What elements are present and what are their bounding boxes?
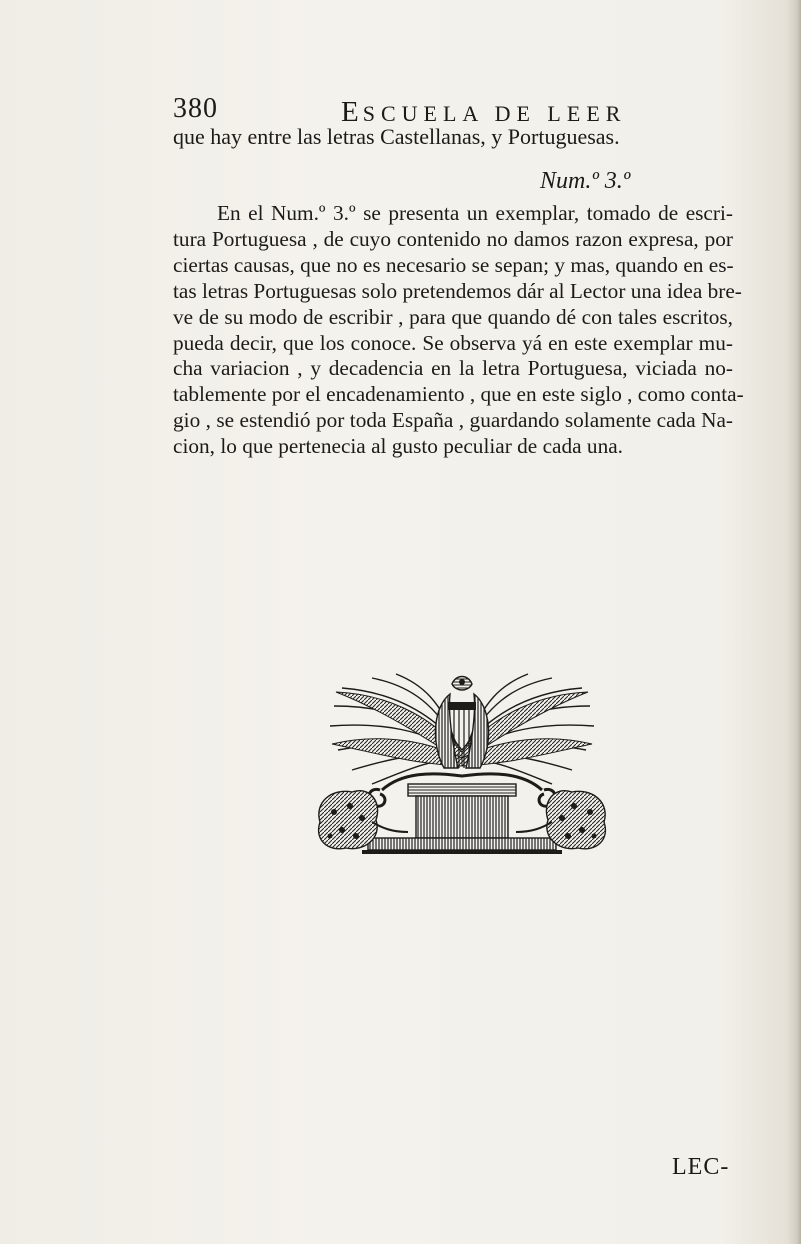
section-heading: Num.º 3.º (540, 168, 631, 194)
paragraph-line: pueda decir, que los conoce. Se observa yá en este exemplar mu- (173, 330, 733, 355)
paragraph-line: tura Portuguesa , de cuyo contenido no damos razon expresa, por (173, 226, 733, 251)
paragraph-line: En el Num.º 3.º se presenta un exemplar, tomado de escri- (217, 201, 733, 225)
lyre-ornament-icon (312, 672, 612, 872)
paragraph-line: gio , se estendió por toda España , guardando solamente cada Na- (173, 408, 733, 433)
paragraph-line: ciertas causas, que no es necesario se sepan; y mas, quando en es- (173, 252, 734, 277)
continuation-line: que hay entre las letras Castellanas, y Portuguesas. (173, 124, 620, 149)
paragraph-line: cion, lo que pertenecia al gusto peculiar de cada una. (173, 434, 623, 459)
catchword: LEC- (672, 1154, 730, 1180)
page-edge-shadow (787, 0, 801, 1244)
paragraph-line: cha variacion , y decadencia en la letra Portuguesa, viciada no- (173, 356, 733, 381)
running-head: ESCUELA DE LEER (341, 96, 627, 128)
page-number: 380 (173, 93, 218, 124)
paragraph-line: tablemente por el encadenamiento , que en este siglo , como conta- (173, 382, 744, 407)
paragraph-line: tas letras Portuguesas solo pretendemos dár al Lector una idea bre- (173, 278, 742, 303)
body-paragraph (173, 201, 744, 460)
paragraph-line: ve de su modo de escribir , para que quando dé con tales escritos, (173, 304, 733, 329)
